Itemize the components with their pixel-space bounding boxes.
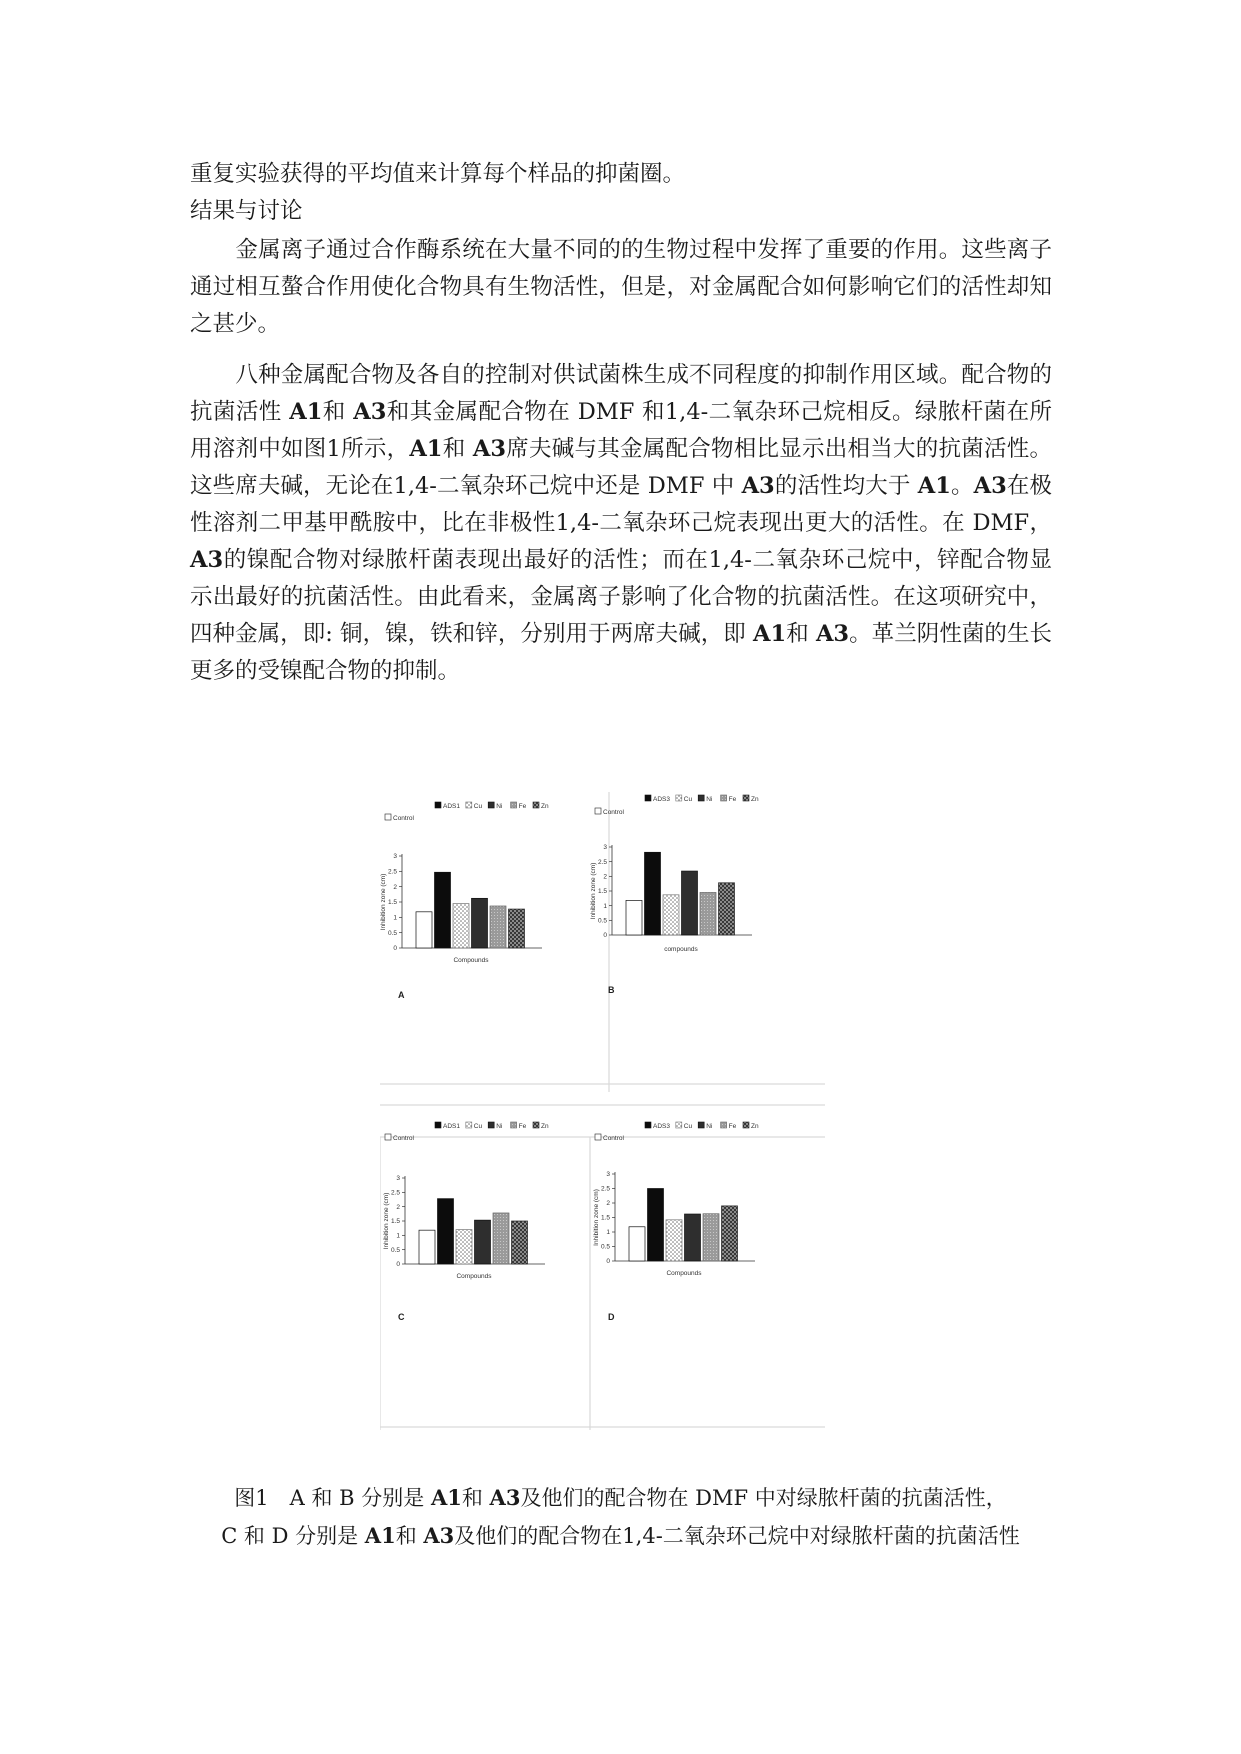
bar-zn xyxy=(722,1206,738,1261)
bold-run: A3 xyxy=(423,1523,455,1548)
x-axis-title: Compounds xyxy=(453,957,489,964)
panel-label: B xyxy=(608,985,615,995)
y-tick-label: 0.5 xyxy=(390,1246,400,1254)
y-axis-title: Inhibition zone (cm) xyxy=(593,1189,600,1246)
text-run: 及他们的配合物在1,4-二氧杂环己烷中对绿脓杆菌的抗菌活性 xyxy=(454,1524,1020,1548)
legend-swatch-cu xyxy=(676,1122,682,1128)
bar-ni xyxy=(475,1220,491,1264)
bar-control xyxy=(629,1227,645,1261)
bar-cu xyxy=(663,895,679,935)
y-tick-label: 2 xyxy=(393,883,397,891)
legend-swatch-cu xyxy=(466,1122,472,1128)
legend-label-zn: Zn xyxy=(751,796,759,803)
legend-swatch-control xyxy=(385,814,391,820)
y-tick-label: 0.5 xyxy=(597,917,607,925)
text-run: 和 xyxy=(442,436,473,462)
text-run: 在极性溶剂二甲基甲酰胺中，比在非极性1,4-二氧杂环己烷表现出更大的活性。在 DMF， xyxy=(190,473,1052,536)
panel-label: A xyxy=(398,990,405,1000)
legend-label-fe: Fe xyxy=(728,1123,737,1130)
text-run: 及他们的配合物在 DMF 中对绿脓杆菌的抗菌活性， xyxy=(520,1486,1007,1510)
y-tick-label: 2 xyxy=(396,1203,400,1211)
y-tick-label: 2.5 xyxy=(387,868,397,876)
bar-ni xyxy=(682,871,698,935)
bar-ni xyxy=(472,898,488,948)
legend-label-zn: Zn xyxy=(751,1123,759,1130)
figure-caption-line-2 xyxy=(0,1518,1241,1554)
bar-cu xyxy=(666,1220,682,1261)
bar-ads3 xyxy=(645,852,661,935)
bar-fe xyxy=(493,1213,509,1264)
y-tick-label: 3 xyxy=(603,844,607,852)
chart-panel-a xyxy=(380,802,549,1000)
legend-swatch-ni xyxy=(488,1122,494,1128)
legend-swatch-zn xyxy=(743,795,749,801)
legend-swatch-ads1 xyxy=(435,1122,441,1128)
bold-run: A1 xyxy=(409,436,443,462)
bar-fe xyxy=(700,892,716,935)
legend-swatch-zn xyxy=(743,1122,749,1128)
bold-run: A3 xyxy=(190,547,224,573)
legend-swatch-fe xyxy=(511,802,517,808)
bold-run: A3 xyxy=(741,473,775,499)
y-tick-label: 0 xyxy=(396,1261,400,1269)
legend-swatch-ni xyxy=(488,802,494,808)
legend-swatch-ni xyxy=(698,795,704,801)
chart-panel-b xyxy=(590,795,759,995)
y-tick-label: 1 xyxy=(606,1229,610,1237)
legend-label-ads3: ADS3 xyxy=(653,796,670,803)
y-tick-label: 0.5 xyxy=(387,929,397,937)
bar-ads1 xyxy=(435,872,451,948)
legend-label-zn: Zn xyxy=(541,1123,549,1130)
bar-ni xyxy=(685,1214,701,1261)
legend-label-ni: Ni xyxy=(496,1123,503,1130)
y-tick-label: 3 xyxy=(393,853,397,861)
legend-label-fe: Fe xyxy=(518,1123,527,1130)
chart-panel-d xyxy=(593,1122,759,1322)
bold-run: A3 xyxy=(489,1485,521,1510)
legend-label-control: Control xyxy=(393,815,414,822)
legend-label-fe: Fe xyxy=(728,796,737,803)
legend-swatch-control xyxy=(595,808,601,814)
y-tick-label: 2.5 xyxy=(390,1189,400,1197)
y-tick-label: 0 xyxy=(393,945,397,953)
bar-control xyxy=(626,900,642,935)
legend-label-ads3: ADS3 xyxy=(653,1123,670,1130)
x-axis-title: Compounds xyxy=(666,1270,702,1277)
legend-swatch-zn xyxy=(533,1122,539,1128)
bold-run: A1 xyxy=(364,1523,396,1548)
bar-fe xyxy=(490,906,506,948)
legend-label-control: Control xyxy=(603,1135,624,1142)
text-run: 和 xyxy=(461,1486,490,1510)
legend-swatch-ads3 xyxy=(645,1122,651,1128)
legend-label-control: Control xyxy=(603,809,624,816)
panel-label: C xyxy=(398,1312,405,1322)
legend-label-ads1: ADS1 xyxy=(443,1123,460,1130)
y-axis-title: Inhibition zone (cm) xyxy=(383,1192,390,1250)
figure-caption-line-1 xyxy=(0,1480,1241,1516)
text-run: 的活性均大于 xyxy=(774,473,918,499)
text-run: 图1 A 和 B 分别是 xyxy=(234,1486,431,1510)
panel-label: D xyxy=(608,1312,615,1322)
text-run: 和 xyxy=(395,1524,424,1548)
y-tick-label: 2 xyxy=(603,873,607,881)
bar-control xyxy=(416,912,432,948)
text-run: 和 xyxy=(786,621,816,647)
legend-label-cu: Cu xyxy=(473,1123,483,1130)
legend-swatch-ads3 xyxy=(645,795,651,801)
text-run: 。革兰阴性菌的生长更多的受镍配合物的抑制。 xyxy=(190,621,1052,684)
legend-label-fe: Fe xyxy=(518,803,527,810)
legend-swatch-fe xyxy=(721,1122,727,1128)
legend-swatch-control xyxy=(595,1134,601,1140)
bold-run: A1 xyxy=(917,473,951,499)
y-tick-label: 0 xyxy=(606,1258,610,1266)
x-axis-title: Compounds xyxy=(456,1273,492,1280)
bar-zn xyxy=(509,909,525,948)
bold-run: A3 xyxy=(472,436,506,462)
legend-label-cu: Cu xyxy=(683,1123,693,1130)
legend-swatch-ads1 xyxy=(435,802,441,808)
text-run: 和其金属配合物在 DMF 和1,4-二氧杂环己烷相反。绿脓杆菌在所用溶剂中如图1所示， xyxy=(190,399,1052,462)
paragraph-2 xyxy=(190,357,1052,690)
legend-swatch-cu xyxy=(466,802,472,808)
legend-label-control: Control xyxy=(393,1135,414,1142)
legend-label-cu: Cu xyxy=(473,803,483,810)
text-run: 八种金属配合物及各自的控制对供试菌株生成不同程度的抑制作用区域。配合物的抗菌活性 xyxy=(190,362,1052,425)
bar-cu xyxy=(453,904,469,948)
y-tick-label: 2.5 xyxy=(600,1185,610,1193)
legend-swatch-zn xyxy=(533,802,539,808)
text-run: 和 xyxy=(322,399,354,425)
y-tick-label: 1 xyxy=(393,914,397,922)
legend-label-ni: Ni xyxy=(496,803,503,810)
bold-run: A3 xyxy=(815,621,850,647)
legend-swatch-fe xyxy=(721,795,727,801)
y-tick-label: 2 xyxy=(606,1200,610,1208)
bar-zn xyxy=(719,883,735,935)
legend-label-ni: Ni xyxy=(706,796,713,803)
section-heading: 结果与讨论 xyxy=(190,198,303,224)
legend-swatch-cu xyxy=(676,795,682,801)
y-tick-label: 2.5 xyxy=(597,858,607,866)
chart-panel-c xyxy=(383,1122,549,1322)
legend-label-cu: Cu xyxy=(683,796,693,803)
text-run: 的镍配合物对绿脓杆菌表现出最好的活性；而在1,4-二氧杂环己烷中，锌配合物显示出最好的抗菌活性。由此看来，金属离子影响了化合物的抗菌活性。在这项研究中，四种金属，即: 铜，镍，铁和锌，分别用于两席夫碱，即 xyxy=(190,547,1052,647)
y-tick-label: 3 xyxy=(396,1175,400,1183)
legend-label-zn: Zn xyxy=(541,803,549,810)
y-tick-label: 1.5 xyxy=(597,888,607,896)
y-tick-label: 1.5 xyxy=(600,1214,610,1222)
y-tick-label: 0.5 xyxy=(600,1243,610,1251)
text-run: 。 xyxy=(950,473,974,499)
bold-run: A1 xyxy=(289,399,323,425)
bar-cu xyxy=(456,1230,472,1264)
legend-swatch-control xyxy=(385,1134,391,1140)
legend-swatch-fe xyxy=(511,1122,517,1128)
bar-fe xyxy=(703,1214,719,1261)
y-tick-label: 1 xyxy=(396,1232,400,1240)
y-tick-label: 1 xyxy=(603,902,607,910)
y-axis-title: Inhibition zone (cm) xyxy=(380,873,387,931)
x-axis-title: compounds xyxy=(664,946,698,953)
y-tick-label: 1.5 xyxy=(387,899,397,907)
y-tick-label: 1.5 xyxy=(390,1218,400,1226)
bold-run: A1 xyxy=(753,621,787,647)
bar-ads3 xyxy=(648,1189,664,1262)
y-tick-label: 0 xyxy=(603,932,607,940)
legend-label-ads1: ADS1 xyxy=(443,803,460,810)
paragraph-1: 金属离子通过合作酶系统在大量不同的的生物过程中发挥了重要的作用。这些离子通过相互螯合作用使化合物具有生物活性，但是，对金属配合如何影响它们的活性却知之甚少。 xyxy=(190,237,1052,337)
figure-1 xyxy=(380,780,840,1480)
y-tick-label: 3 xyxy=(606,1171,610,1179)
text-run: 席夫碱与其金属配合物相比显示出相当大的抗菌活性。这些席夫碱，无论在1,4-二氧杂环己烷中还是 DMF 中 xyxy=(190,436,1052,499)
bar-ads1 xyxy=(438,1199,454,1264)
bar-zn xyxy=(512,1221,528,1264)
bold-run: A1 xyxy=(430,1485,462,1510)
bold-run: A3 xyxy=(973,473,1007,499)
bold-run: A3 xyxy=(353,399,387,425)
y-axis-title: Inhibition zone (cm) xyxy=(590,862,597,920)
legend-swatch-ni xyxy=(698,1122,704,1128)
paragraph-intro: 重复实验获得的平均值来计算每个样品的抑菌圈。 xyxy=(190,161,686,187)
text-run: C 和 D 分别是 xyxy=(221,1524,365,1548)
legend-label-ni: Ni xyxy=(706,1123,713,1130)
bar-control xyxy=(419,1230,435,1264)
